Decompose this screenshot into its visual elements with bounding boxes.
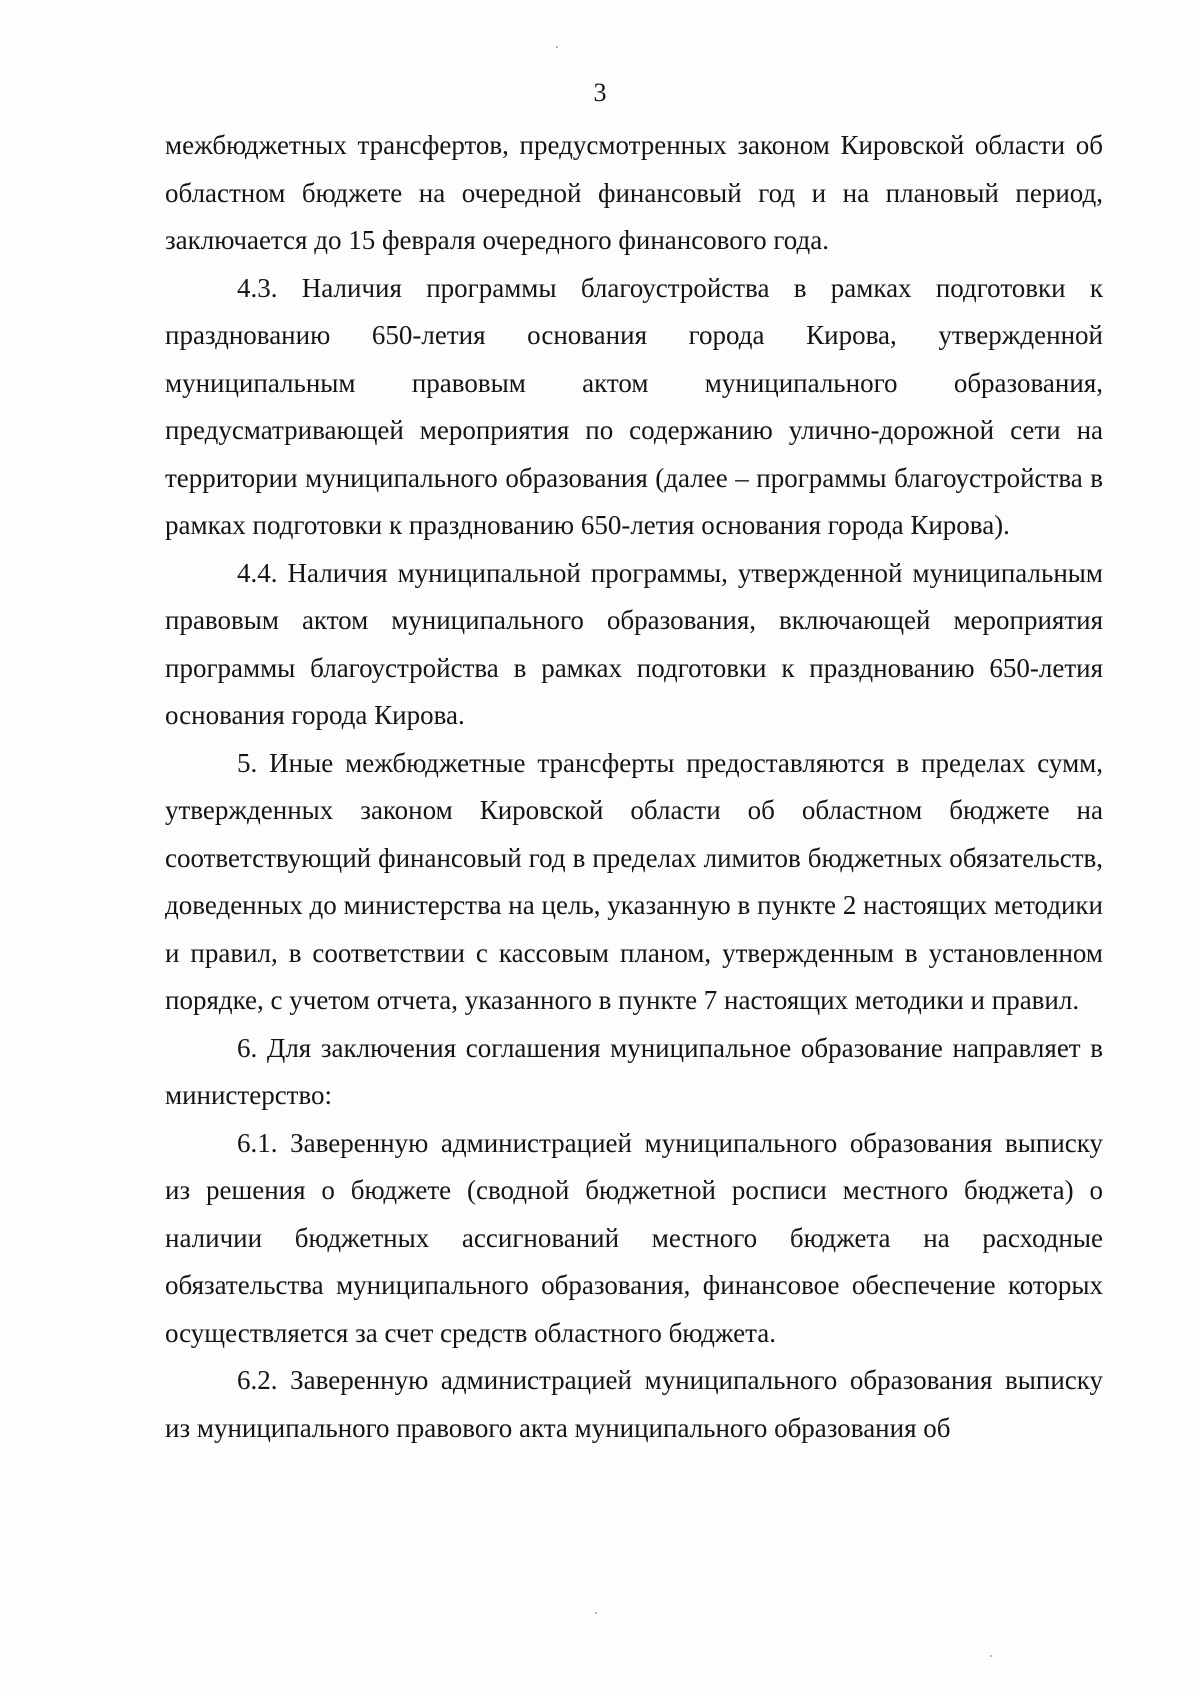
paragraph-4-4: 4.4. Наличия муниципальной программы, утвержденной муниципальным правовым актом муниципального образования, включающей мероприятия программы благоустройства в рамках подготовки к празднованию 650-летия основания города Кирова. — [165, 557, 1103, 730]
scan-speck — [595, 1612, 597, 1614]
document-body — [165, 122, 1103, 1452]
paragraph-6: 6. Для заключения соглашения муниципальное образование направляет в министерство: — [165, 1032, 1103, 1110]
paragraph-4-3: 4.3. Наличия программы благоустройства в рамках подготовки к празднованию 650-летия основания города Кирова, утвержденной муниципальным правовым актом муниципального образования, предусматривающей мероприятия по содержанию улично-дорожной сети на территории муниципального образования (далее – программы благоустройства в рамках подготовки к празднованию 650-летия основания города Кирова). — [165, 272, 1103, 540]
page-number: 3 — [593, 78, 607, 107]
paragraph-continuation: межбюджетных трансфертов, предусмотренных законом Кировской области об областном бюджете на очередной финансовый год и на плановый период, заключается до 15 февраля очередного финансового года. — [165, 130, 1103, 255]
scan-speck — [556, 46, 558, 48]
scan-speck — [990, 1655, 992, 1657]
paragraph-6-2: 6.2. Заверенную администрацией муниципального образования выписку из муниципального правового акта муниципального образования об — [165, 1365, 1103, 1443]
paragraph-6-1: 6.1. Заверенную администрацией муниципального образования выписку из решения о бюджете (сводной бюджетной росписи местного бюджета) о наличии бюджетных ассигнований местного бюджета на расходные обязательства муниципального образования, финансовое обеспечение которых осуществляется за счет средств областного бюджета. — [165, 1127, 1103, 1348]
paragraph-5: 5. Иные межбюджетные трансферты предоставляются в пределах сумм, утвержденных законом Кировской области об областном бюджете на соответствующий финансовый год в пределах лимитов бюджетных обязательств, доведенных до министерства на цель, указанную в пункте 2 настоящих методики и правил, в соответствии с кассовым планом, утвержденным в установленном порядке, с учетом отчета, указанного в пункте 7 настоящих методики и правил. — [165, 747, 1103, 1015]
